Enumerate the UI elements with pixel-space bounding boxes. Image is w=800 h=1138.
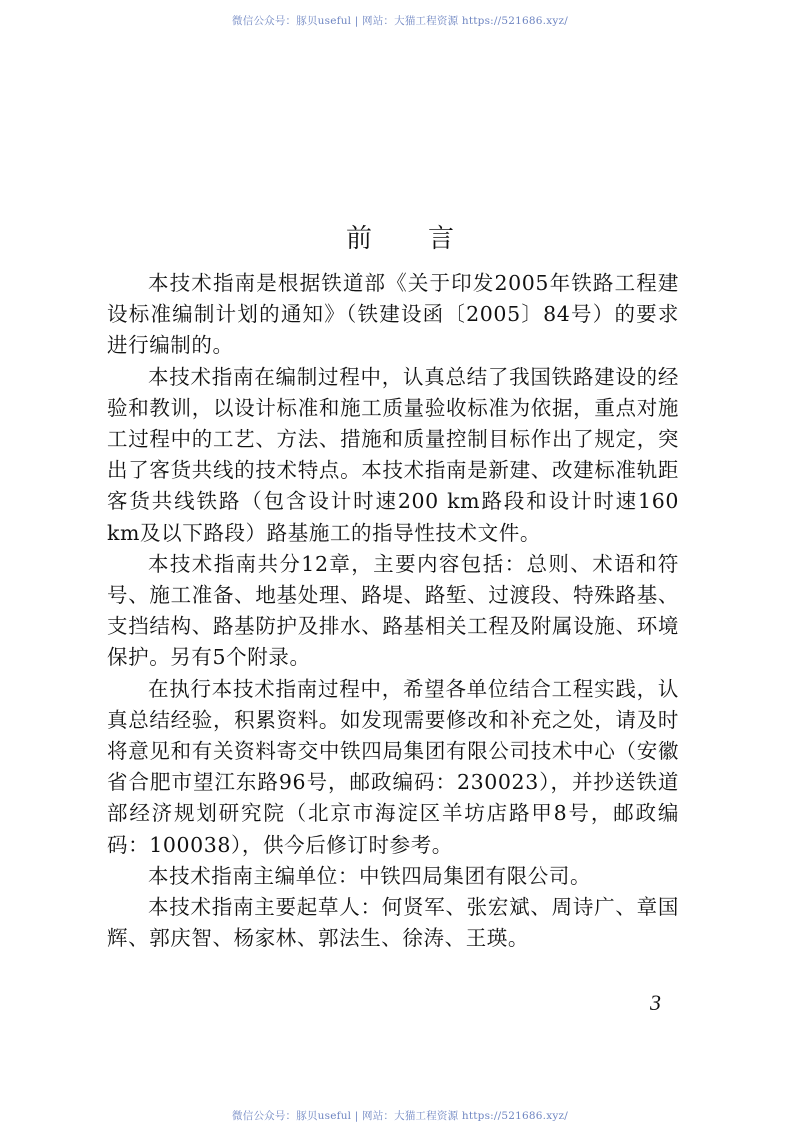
paragraph-2: 本技术指南在编制过程中，认真总结了我国铁路建设的经验和教训，以设计标准和施工质量验收标准为依据，重点对施工过程中的工艺、方法、措施和质量控制目标作出了规定，突出了客货共线的技术特点。本技术指南是新建、改建标准轨距客货共线铁路（包含设计时速200 km路段和设计时速160 km及以下路段）路基施工的指导性技术文件。: [107, 364, 679, 545]
paragraph-4: 在执行本技术指南过程中，希望各单位结合工程实践，认真总结经验，积累资料。如发现需要修改和补充之处，请及时将意见和有关资料寄交中铁四局集团有限公司技术中心（安徽省合肥市望江东路96号，邮政编码：230023），并抄送铁道部经济规划研究院（北京市海淀区羊坊店路甲8号，邮政编码：100038），供今后修订时参考。: [107, 676, 679, 857]
paragraph-6: 本技术指南主要起草人：何贤军、张宏斌、周诗广、章国辉、郭庆智、杨家林、郭法生、徐涛、王瑛。: [107, 895, 679, 951]
title-char-left: 前: [345, 224, 372, 254]
paragraph-5: 本技术指南主编单位：中铁四局集团有限公司。: [148, 863, 592, 888]
preface-body: [107, 268, 679, 954]
title-char-right: 言: [428, 224, 455, 254]
watermark-top: 微信公众号：豚贝useful | 网站：大猫工程资源 https://521686.xyz/: [232, 15, 568, 27]
page-number: 3: [650, 990, 661, 1015]
paragraph-1: 本技术指南是根据铁道部《关于印发2005年铁路工程建设标准编制计划的通知》（铁建设函〔2005〕84号）的要求进行编制的。: [107, 271, 679, 358]
watermark-bottom: 微信公众号：豚贝useful | 网站：大猫工程资源 https://521686.xyz/: [232, 1110, 568, 1122]
page-title: [0, 218, 800, 255]
paragraph-3: 本技术指南共分12章，主要内容包括：总则、术语和符号、施工准备、地基处理、路堤、路堑、过渡段、特殊路基、支挡结构、路基防护及排水、路基相关工程及附属设施、环境保护。另有5个附录。: [107, 551, 679, 670]
